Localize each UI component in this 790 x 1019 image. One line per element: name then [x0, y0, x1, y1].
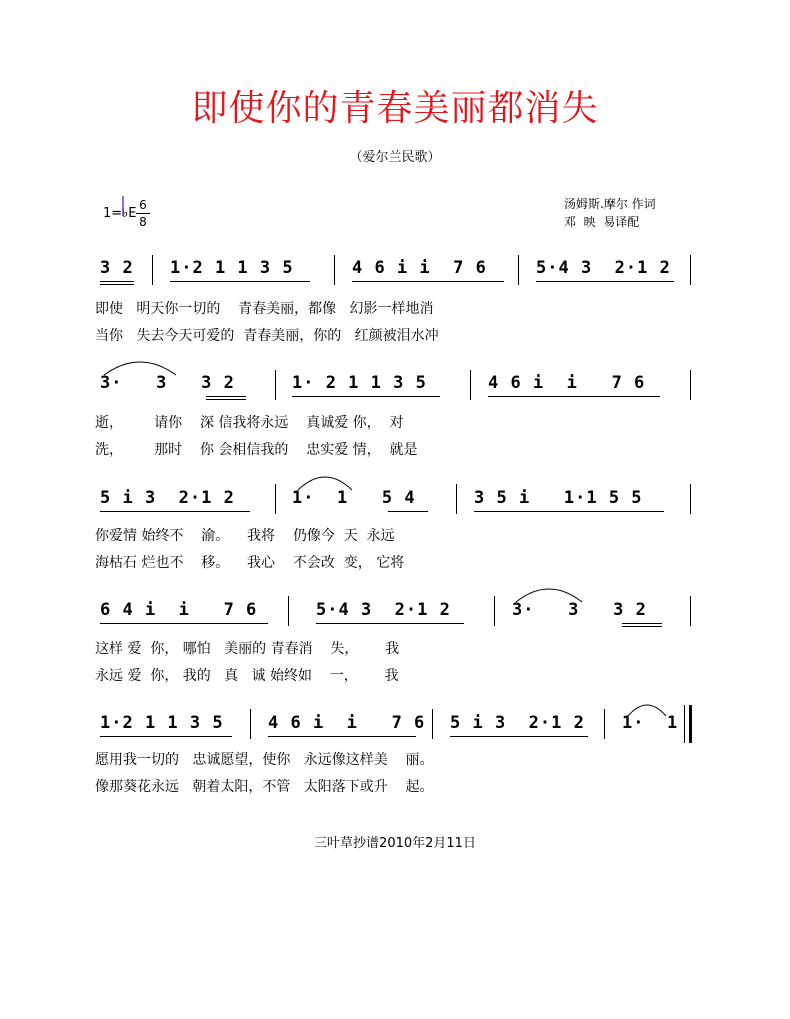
measure-notes: 1· 2 1 1 3 5	[292, 373, 427, 393]
measure-notes: 5 i 3 2·1 2	[450, 713, 585, 733]
measure-notes: 3 2	[100, 258, 134, 278]
lyrics-verse-1: 你爱情 始终不 渝。 我将 仍像今 天 永远	[95, 528, 395, 544]
key-signature: 1=♭E	[103, 206, 137, 221]
lyrics-verse-2: 当你 失去今天可爱的 青春美丽，你的 红颜被泪水冲	[95, 328, 439, 344]
lyrics-verse-1: 即使 明天你一切的 青春美丽，都像 幻影一样地消	[95, 301, 434, 317]
lyrics-verse-2: 洗， 那时 你 会相信我的 忠实爱 情， 就是	[95, 442, 418, 458]
translator-credit: 邓 映 易译配	[564, 215, 640, 229]
song-subtitle: （爱尔兰民歌）	[349, 150, 441, 165]
measure-notes: 5·4 3 2·1 2	[536, 258, 671, 278]
measure-notes: 1·2 1 1 3 5	[170, 258, 294, 278]
measure-notes: 5 i 3 2·1 2	[100, 488, 235, 508]
lyrics-verse-2: 像那葵花永远 朝着太阳，不管 太阳落下或升 起。	[95, 779, 434, 795]
lyrics-verse-2: 永远 爱 你， 我的 真 诚 始终如 一， 我	[95, 668, 399, 684]
transcription-note: 三叶草抄谱2010年2月11日	[314, 836, 476, 851]
measure-notes: 6 4 i i 7 6	[100, 600, 258, 620]
credits	[564, 195, 656, 231]
lyricist-credit: 汤姆斯.摩尔 作词	[564, 197, 656, 211]
time-numerator: 6	[139, 198, 147, 212]
time-denominator: 8	[139, 215, 147, 229]
measure-notes: 4 6 i i 7 6	[352, 258, 487, 278]
lyrics-verse-1: 这样 爱 你， 哪怕 美丽的 青春消 失， 我	[95, 641, 400, 657]
measure-notes: 1·2 1 1 3 5	[100, 713, 224, 733]
measure-notes: 1· 1	[622, 713, 679, 733]
measure-notes: 4 6 i i 7 6	[268, 713, 426, 733]
song-title: 即使你的青春美丽都消失	[191, 88, 599, 129]
measure-notes: 4 6 i i 7 6	[488, 373, 646, 393]
measure-notes: 1· 1 5 4	[292, 488, 416, 508]
lyrics-verse-2: 海枯石 烂也不 移。 我心 不会改 变， 它将	[95, 555, 405, 571]
measure-notes: 3· 3 3 2	[100, 373, 235, 393]
lyrics-verse-1: 愿用我一切的 忠诚愿望，使你 永远像这样美 丽。	[95, 752, 434, 768]
measure-notes: 3· 3 3 2	[512, 600, 647, 620]
measure-notes: 3 5 i 1·1 5 5	[474, 488, 643, 508]
lyrics-verse-1: 逝， 请你 深 信我将永远 真诚爱 你， 对	[95, 415, 404, 431]
measure-notes: 5·4 3 2·1 2	[316, 600, 451, 620]
time-signature	[136, 198, 150, 229]
